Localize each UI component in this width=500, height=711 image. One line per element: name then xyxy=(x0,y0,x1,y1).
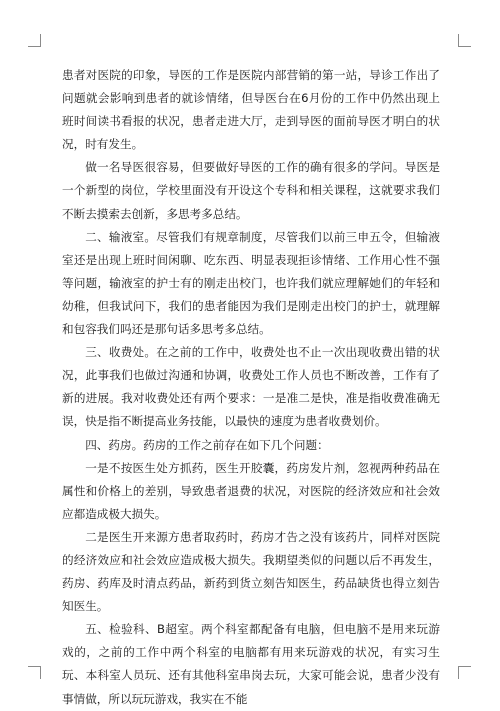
crop-mark-top-left xyxy=(28,34,41,47)
paragraph-lab-ultrasound: 五、检验科、B超室。两个科室都配备有电脑，但电脑不是用来玩游戏的，之前的工作中两个科室的电脑都有用来玩游戏的状况，有实习生玩、本科室人员玩、还有其他科室串岗去玩，大家可能会说，患者少没有事情做，所以玩玩游戏，我实在不能 xyxy=(62,622,440,706)
paragraph-pharmacy-heading: 四、药房。药房的工作之前存在如下几个问题： xyxy=(85,437,329,452)
crop-mark-top-right xyxy=(458,34,471,47)
paragraph-cashier: 三、收费处。在之前的工作中，收费处也不止一次出现收费出错的状况，此事我们也做过沟通和协调，收费处工作人员也不断改善，工作有了新的进展。我对收费处还有两个要求：一是准二是快，准是指收费准确无误，快是指不断提高业务技能，以最快的速度为患者收费划价。 xyxy=(62,345,440,429)
crop-mark-bottom-right xyxy=(458,666,471,679)
paragraph-pharmacy-issue-one: 一是不按医生处方抓药，医生开胶囊，药房发片剂，忽视两种药品在属性和价格上的差别，导致患者退费的状况，对医院的经济效应和社会效应都造成极大损失。 xyxy=(62,460,440,521)
paragraph-infusion-room: 二、输液室。尽管我们有规章制度，尽管我们以前三申五令，但输液室还是出现上班时间闲聊、吃东西、明显表现拒诊情绪、工作用心性不强等问题，输液室的护士有的刚走出校门，也许我们就应理解她们的年轻和幼稚，但我试问下，我们的患者能因为我们是刚走出校门的护士，就理解和包容我们吗还是那句话多思考多总结。 xyxy=(62,229,440,337)
paragraph-continued: 患者对医院的印象，导医的工作是医院内部营销的第一站，导诊工作出了问题就会影响到患者的就诊情绪，但导医台在6月份的工作中仍然出现上班时间读书看报的状况，患者走进大厅，走到导医的面前导医才明白的状况，时有发生。 xyxy=(62,68,440,152)
paragraph-guide-role: 做一名导医很容易，但要做好导医的工作的确有很多的学问。导医是一个新型的岗位，学校里面没有开设这个专科和相关课程，这就要求我们不断去摸索去创新，多思考多总结。 xyxy=(62,160,440,221)
paragraph-pharmacy-issue-two: 二是医生开来源方患者取药时，药房才告之没有该药片，同样对医院的经济效应和社会效应造成极大损失。我期望类似的问题以后不再发生，药房、药库及时清点药品，新药到货立刻告知医生，药品缺货也得立刻告知医生。 xyxy=(62,529,440,614)
crop-mark-bottom-left xyxy=(28,666,41,679)
document-body xyxy=(62,64,440,711)
